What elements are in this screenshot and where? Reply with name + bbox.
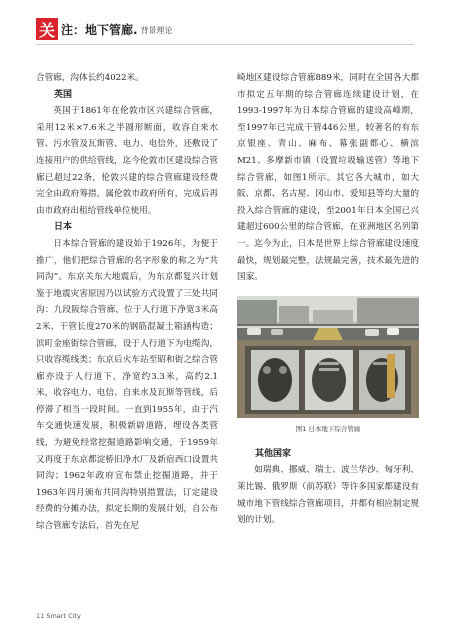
figure-caption: 图1 日本地下综合管廊 — [295, 424, 361, 433]
heading-other-countries: 其他国家 — [255, 448, 292, 459]
page-footer: 11 Smart City — [36, 612, 81, 620]
heading-japan: 日本 — [54, 222, 73, 233]
heading-uk: 英国 — [54, 89, 73, 100]
right-column — [237, 70, 419, 529]
photo-illustration — [237, 296, 419, 418]
figure-utility-tunnel-photo — [237, 296, 419, 418]
left-column — [36, 70, 218, 535]
paragraph-intro: 合管廊，沟体长约4022米。 — [36, 73, 144, 83]
header-subtitle: 背景理论 — [140, 26, 173, 35]
page-header — [36, 16, 173, 42]
header-title: 注：地下管廊. — [61, 22, 138, 37]
header-divider — [36, 44, 414, 45]
paragraph-japan: 日本综合管廊的建设始于1926年，为便于推广，他们把综合管廊的名字形象的称之为“共同沟”。东京关东大地震后，为东京都复兴计划鉴于地震灾害原因乃以试验方式设置了三处共同沟：九段阪综合管廊，位于人行道下净宽3米高2米、干管长度270米的钢筋混凝土箱涵构造；滨町金座街综合管廊，设于人行道下为电缆沟，只收容缆线类；东京后火车站至昭和街之综合管廊亦设于人行道下，净宽约3.3米，高约2.1米，收容电力、电信、自来水及瓦斯等管线，后停滞了相当一段时间。一直到1955年，由于汽车交通快速发展，积极新辟道路，埋设各类管线，为避免经常挖掘道路影响交通，于1959年又再度于东京都淀桥旧净水厂及新宿西口设置共同沟；1962年政府宣布禁止挖掘道路，并于1963年四月颁布共同沟特别措置法，订定建设经费的分摊办法，拟定长期的发展计划，自公布综合管廊专法后，首先在尼 — [36, 238, 218, 532]
column-mark: 关 — [36, 18, 58, 40]
paragraph-uk: 英国于1861年在伦敦市区兴建综合管廊，采用12米×7.6米之半圆形断面，收容自来水管、污水管及瓦斯管、电力、电信外，还敷设了连接用户的供给管线，迄今伦敦市区建设综合管廊已超过22条，伦敦兴建的综合管廊建设经费完全由政府筹措，属伦敦市政府所有，完成后再由市政府出租给管线单位使用。 — [36, 106, 218, 216]
paragraph-other-countries: 如瑞典、挪威、瑞士、波兰华沙、匈牙利、莱比锡、俄罗斯（前苏联）等许多国家都建设有城市地下管线综合管廊项目，并都有相应制定规划的计划。 — [237, 465, 419, 526]
paragraph-japan-continued: 崎地区建设综合管廊889米，同时在全国各大都市拟定五年期的综合管廊连续建设计划，在1993-1997年为日本综合管廊的建设高峰期，至1997年已完成干管446公里，较著名的有东京银座、青山、麻布、幕张副都心、横滨M21、多摩新市镇（设置垃圾输送管）等地下综合管廊，如图1所示。其它各大城市，如大阪、京都、名古屋、冈山市、爱知县等均大量的投入综合管廊的建设，至2001年日本全国已兴建超过600公里的综合管廊，在亚洲地区名列第一。迄今为止，日本是世界上综合管廊建设速度最快，规划最完整，法规最完善，技术最先进的国家。 — [237, 73, 419, 283]
